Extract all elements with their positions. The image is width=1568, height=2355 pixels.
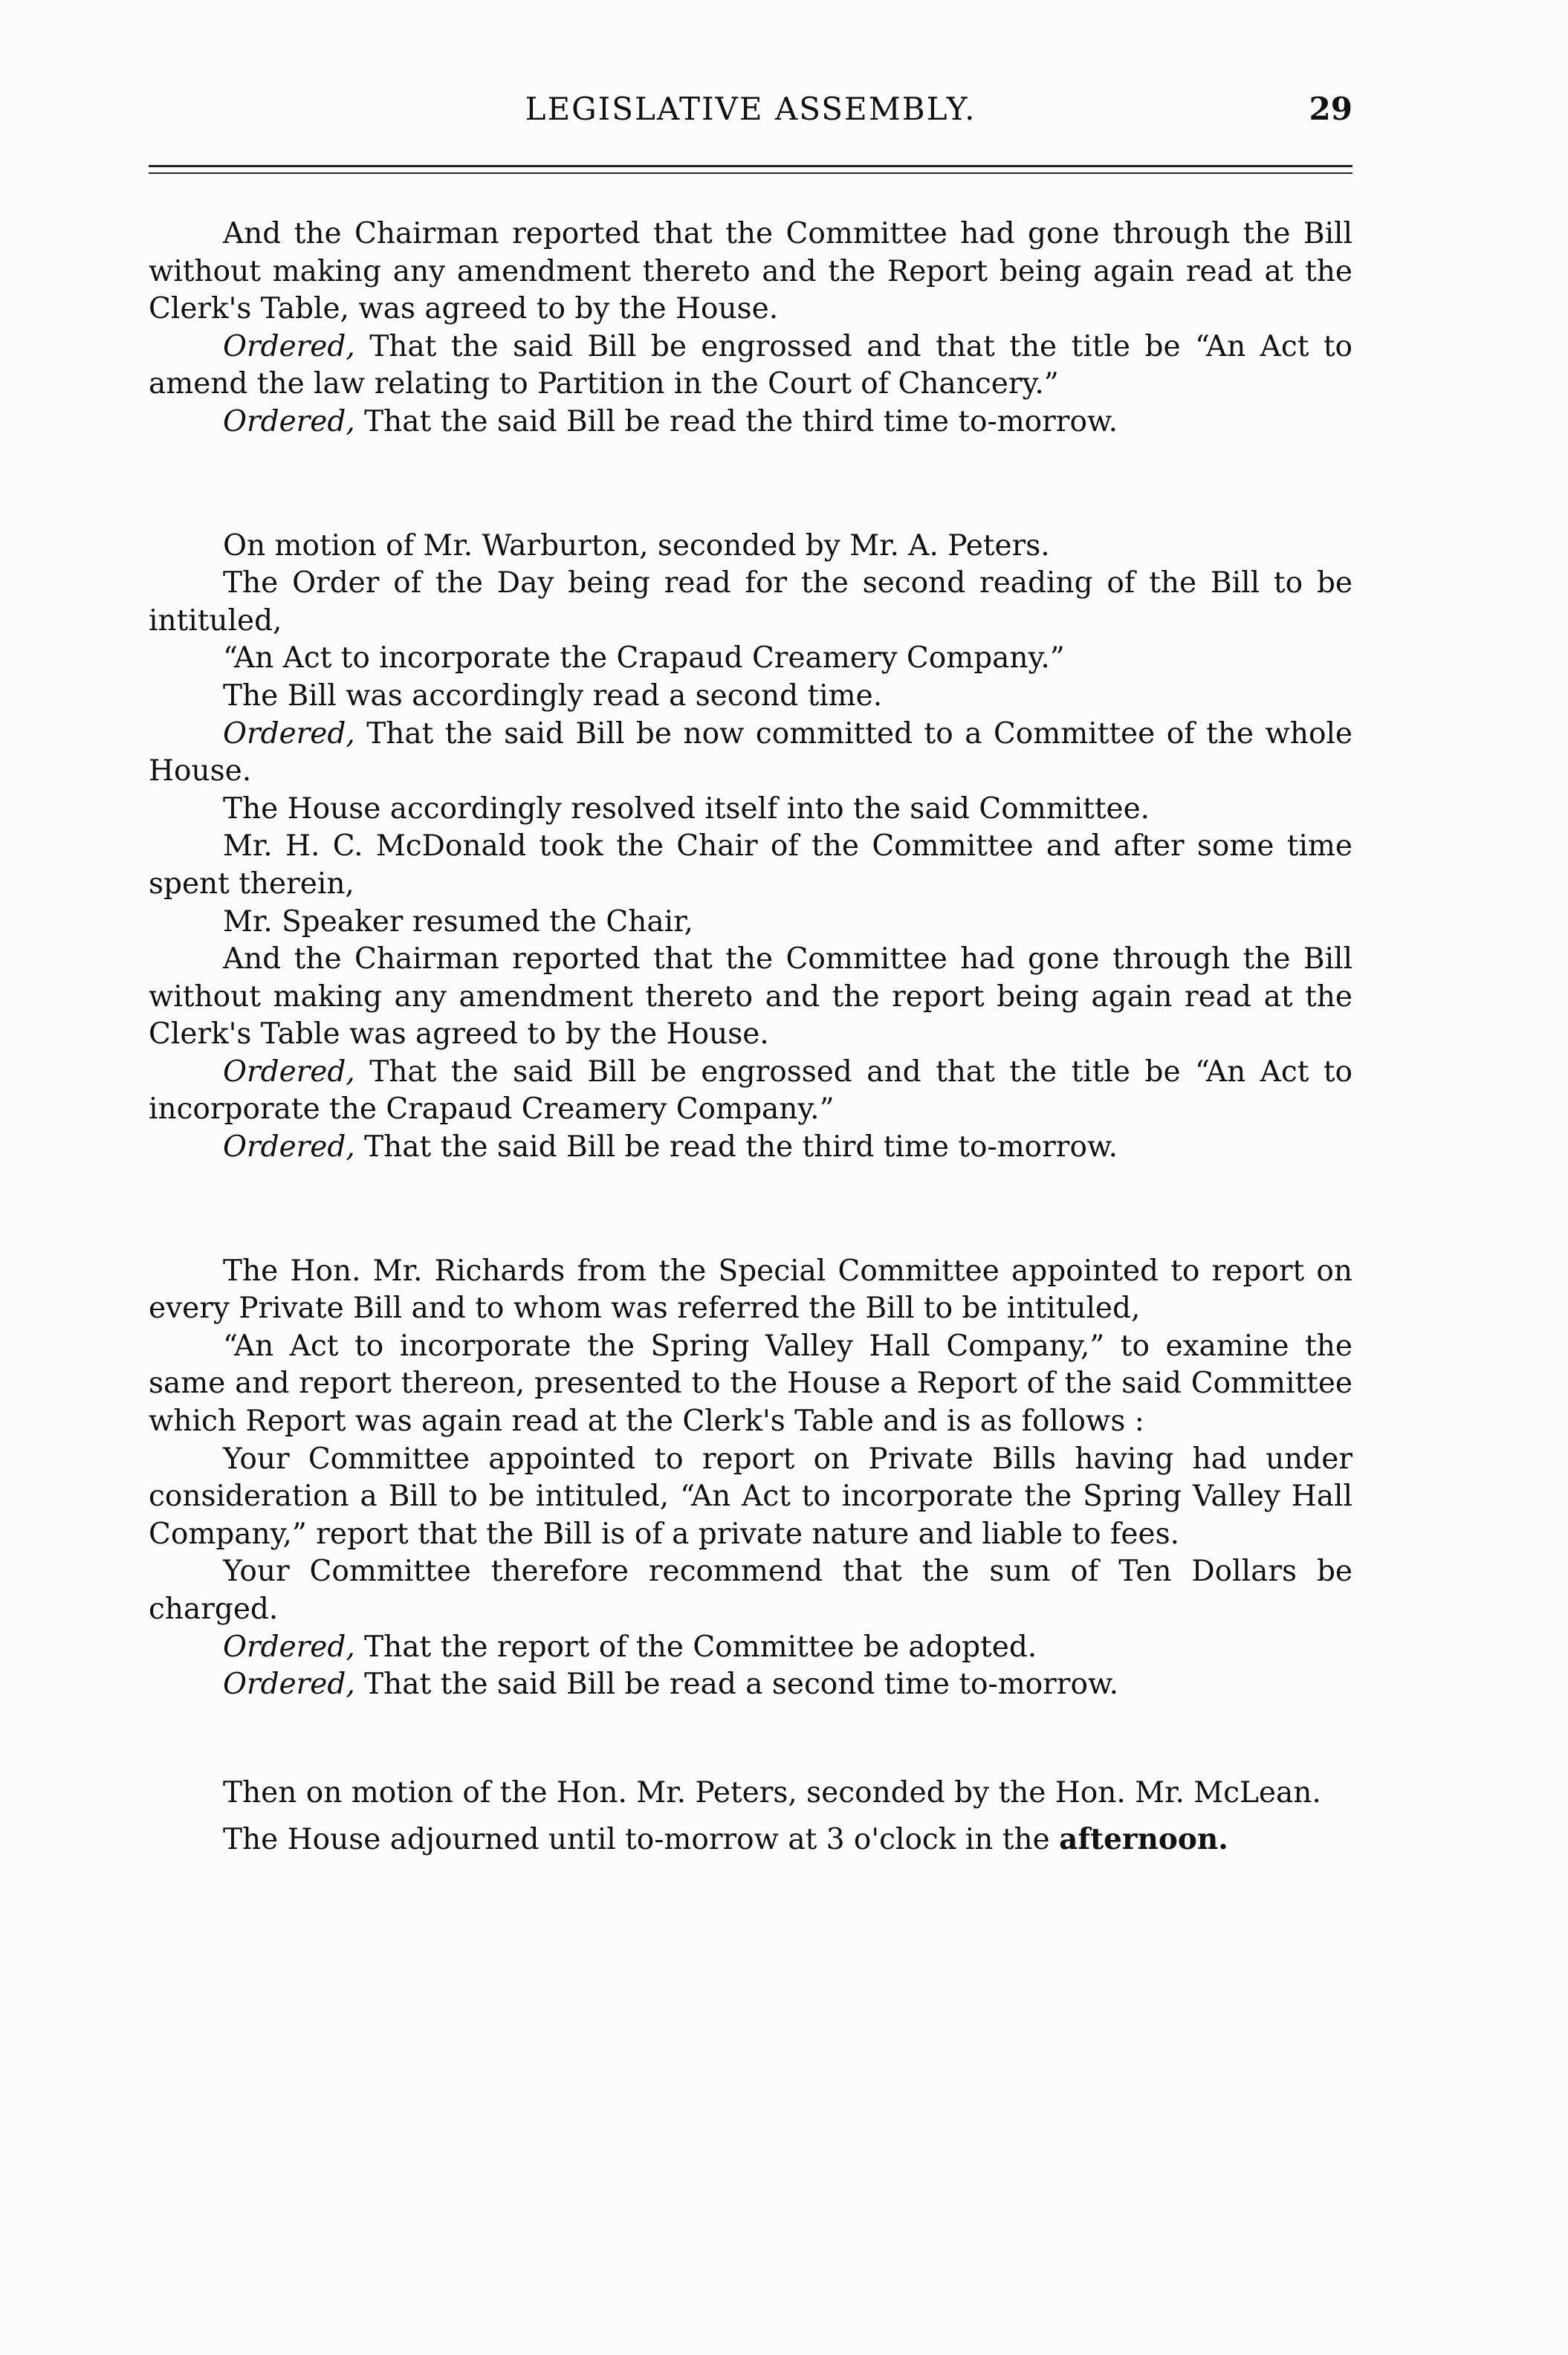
header-rule-top: [149, 165, 1352, 167]
ordered-label: Ordered,: [223, 404, 355, 438]
paragraph: “An Act to incorporate the Spring Valley Hall Company,” to examine the same and report thereon, presented to the House a Report of the said Committee which Report was again read at the Clerk's Table and is as follows :: [149, 1329, 1352, 1439]
paragraph: Your Committee appointed to report on Private Bills having had under consideration a Bill to be intituled, “An Act to incorporate the Spring Valley Hall Company,” report that the Bill is of a private nature and liable to fees.: [149, 1442, 1352, 1551]
ordered-paragraph: [149, 1629, 1352, 1667]
bill-title: “An Act to incorporate the Crapaud Creamery Company.”: [223, 641, 1065, 676]
running-title: LEGISLATIVE ASSEMBLY.: [525, 91, 976, 127]
paragraph: The House accordingly resolved itself into the said Committee.: [223, 791, 1150, 826]
section-gap: [149, 1167, 1352, 1253]
adjournment-text: The House adjourned until to-morrow at 3 o'clock in the: [223, 1823, 1060, 1857]
paragraph: And the Chairman reported that the Committee had gone through the Bill without making any amendment thereto and the report being again read at the Clerk's Table was agreed to by the House.: [149, 942, 1352, 1052]
paragraph: The Order of the Day being read for the second reading of the Bill to be intituled,: [149, 566, 1352, 638]
ordered-label: Ordered,: [223, 716, 355, 751]
body-text: [149, 216, 1352, 1859]
paragraph: Mr. H. C. McDonald took the Chair of the Committee and after some time spent therein,: [149, 829, 1352, 901]
paragraph: Your Committee therefore recommend that the sum of Ten Dollars be charged.: [149, 1555, 1352, 1626]
paragraph: And the Chairman reported that the Committee had gone through the Bill without making any amendment thereto and the Report being again read at the Clerk's Table, was agreed to by the House.: [149, 217, 1352, 326]
section-gap: [149, 441, 1352, 528]
ordered-label: Ordered,: [223, 1130, 355, 1164]
ordered-paragraph: [149, 1129, 1352, 1167]
paragraph: The Hon. Mr. Richards from the Special Committee appointed to report on every Private Bill and to whom was referred the Bill to be intituled,: [149, 1254, 1352, 1326]
ordered-text: That the said Bill be now committed to a Committee of the whole House.: [149, 716, 1352, 788]
ordered-paragraph: [149, 1054, 1352, 1129]
paragraph: The Bill was accordingly read a second time.: [223, 678, 883, 713]
header-rule-bottom: [149, 172, 1352, 174]
ordered-text: That the report of the Committee be adopted.: [354, 1630, 1037, 1664]
ordered-text: That the said Bill be read a second time to-morrow.: [354, 1668, 1119, 1702]
ordered-text: That the said Bill be read the third time to-morrow.: [354, 1130, 1118, 1164]
adjournment-end: afternoon.: [1059, 1822, 1228, 1857]
ordered-text: That the said Bill be read the third time to-morrow.: [354, 404, 1118, 438]
paragraph: On motion of Mr. Warburton, seconded by Mr. A. Peters.: [223, 528, 1050, 563]
ordered-label: Ordered,: [223, 329, 355, 363]
ordered-paragraph: [149, 404, 1352, 441]
ordered-paragraph: [149, 716, 1352, 791]
ordered-text: That the said Bill be engrossed and that the title be “An Act to amend the law relating to Partition in the Court of Chancery.”: [149, 329, 1352, 401]
adjournment-paragraph: [149, 1821, 1352, 1859]
ordered-label: Ordered,: [223, 1055, 355, 1089]
document-page: [149, 0, 1352, 2355]
ordered-paragraph: [149, 328, 1352, 404]
ordered-text: That the said Bill be engrossed and that the title be “An Act to incorporate the Crapaud Creamery Company.”: [149, 1055, 1352, 1127]
paragraph-gap: [149, 1812, 1352, 1821]
ordered-label: Ordered,: [223, 1668, 355, 1702]
section-gap: [149, 1704, 1352, 1775]
running-header: [149, 91, 1352, 135]
paragraph: Mr. Speaker resumed the Chair,: [223, 904, 693, 939]
ordered-label: Ordered,: [223, 1630, 355, 1664]
paragraph: Then on motion of the Hon. Mr. Peters, seconded by the Hon. Mr. McLean.: [223, 1775, 1321, 1810]
ordered-paragraph: [149, 1666, 1352, 1704]
page-number: 29: [1309, 91, 1352, 127]
